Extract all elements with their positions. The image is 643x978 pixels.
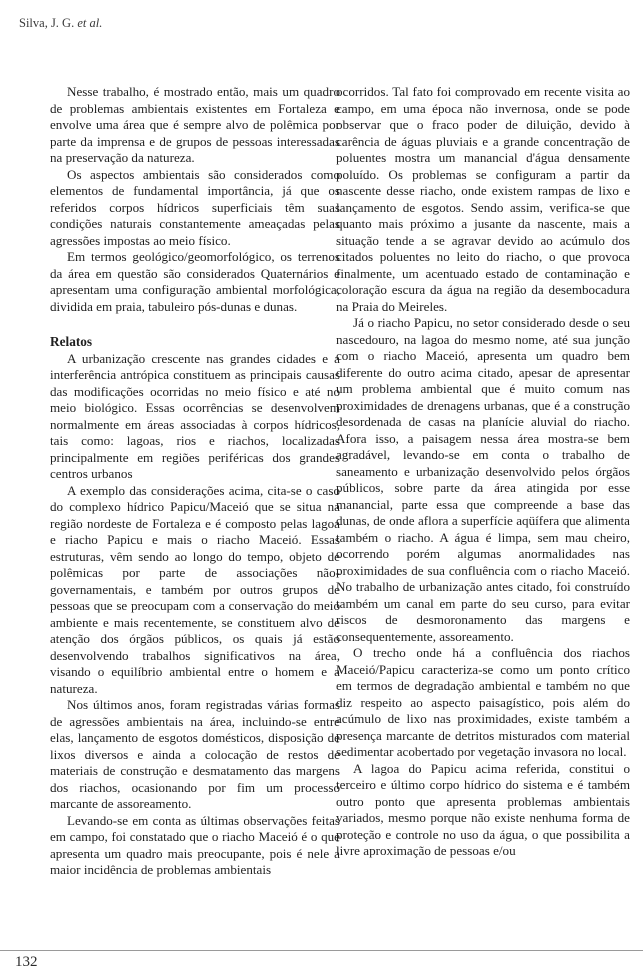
paragraph-right-2: O trecho onde há a confluência dos riachos Maceió/Papicu caracteriza-se como um ponto crítico em termos de degradação ambiental e também no que diz respeito ao aspecto paisagístico, pois além do acúmulo de lixo nas proximidades, existe também a presença marcante de detritos misturados com material sedimentar acobertado por vegetação invasora no local. [336, 645, 630, 759]
paragraph-intro-2: Os aspectos ambientais são considerados como elementos de fundamental importância, já que os referidos corpos hídricos superficiais têm suas condições naturais constantemente ameaçadas pelas agressões impostas ao meio físico. [50, 166, 340, 248]
paragraph-relatos-4: Levando-se em conta as últimas observações feitas em campo, foi constatado que o riacho Maceió é o que apresenta um quadro mais preocupante, pois é nele a maior incidência de problemas ambientais [50, 812, 340, 877]
paragraph-relatos-3: Nos últimos anos, foram registradas várias formas de agressões ambientais na área, incluindo-se entre elas, lançamento de esgotos domésticos, disposição de lixos diversos e ainda a colocação de restos de materiais de construção e desmatamento das margens dos riachos, ocasionando por fim um processo marcante de assoreamento. [50, 697, 340, 811]
paragraph-continued: ocorridos. Tal fato foi comprovado em recente visita ao campo, em uma época não invernosa, onde se pode observar que o fraco poder de diluição, devido à carência de águas pluviais e a grande concentração de poluentes mostra um manancial d'água densamente poluído. Os problemas se configuram a partir da nascente desse riacho, onde existem rampas de lixo e lançamento de esgotos. Sendo assim, verifica-se que quanto mais próximo a jusante da nascente, mais a situação tende a se agravar devido ao acúmulo dos citados poluentes no leito do riacho, o que provoca finalmente, um acentuado estado de contaminação e coloração escura da água na região da desembocadura na Praia do Meireles. [336, 84, 630, 314]
footer-rule [0, 950, 643, 951]
paragraph-intro-3: Em termos geológico/geomorfológico, os terrenos da área em questão são considerados Quaternários e apresentam uma configuração ambiental morfológica, dividida em praia, tabuleiro pós-dunas e dunas. [50, 249, 340, 314]
paragraph-relatos-2: A exemplo das considerações acima, cita-se o caso do complexo hídrico Papicu/Maceió que se situa na região nordeste de Fortaleza e é composto pelas lagoa e riacho Papicu e mais o riacho Maceió. Essas estruturas, vêm sendo ao longo do tempo, objeto de polêmicas por parte de associações não-governamentais, e também por outros grupos de pessoas que se preocupam com a conservação do meio ambiente e mais recentemente, se constituem alvo de atenção dos órgãos públicos, os quais já estão desenvolvendo trabalhos significativos na área, visando o equilíbrio ambiental entre o homem e a natureza. [50, 482, 340, 696]
header-etal: et al. [77, 16, 103, 30]
paragraph-relatos-1: A urbanização crescente nas grandes cidades e a interferência antrópica constituem as principais causas das modificações ocorridas no meio físico e até no meio biológico. Essas ocorrências se desenvolvem normalmente em áreas associadas à corpos hídricos, tais como: lagoas, rios e riachos, localizadas principalmente em regiões periféricas dos grandes centros urbanos [50, 350, 340, 481]
right-column [336, 84, 630, 860]
page-number: 132 [15, 954, 38, 970]
left-column [50, 84, 340, 879]
section-heading-relatos: Relatos [50, 334, 93, 349]
paragraph-right-1: Já o riacho Papicu, no setor considerado desde o seu nascedouro, na lagoa do mesmo nome, até sua junção com o riacho Maceió, apresenta um quadro bem diferente do outro acima citado, apesar de apresentar um problema ambiental que é muito comum nas proximidades de drenagens urbanas, que é a construção desordenada de casas na planície aluvial do riacho. Afora isso, a paisagem nessa área mostra-se bem agradável, levando-se em conta o trabalho de saneamento e urbanização desenvolvido pelos órgãos públicos, sobre parte da área atingida por esse manancial, parte essa que compreende a base das dunas, de onde aflora a superfície aqüífera que alimenta também o riacho. A água é limpa, sem mau cheiro, ocorrendo porém algumas anormalidades nas proximidades de sua confluência com o riacho Maceió. No trabalho de urbanização antes citado, foi construído também um canal em parte do seu curso, para evitar riscos de desmoronamento das margens e consequentemente, assoreamento. [336, 315, 630, 644]
paragraph-intro-1: Nesse trabalho, é mostrado então, mais um quadro de problemas ambientais existentes em Fortaleza e envolve uma área que é sempre alvo de polêmica por parte da imprensa e de grupos de pessoas interessadas na preservação da natureza. [50, 84, 340, 165]
header-author: Silva, J. G. [19, 16, 75, 30]
paragraph-right-3: A lagoa do Papicu acima referida, constitui o terceiro e último corpo hídrico do sistema e é também outro ponto que apresenta problemas ambientais variados, mesmo porque não existe nenhuma forma de proteção e controle no uso da água, o que possibilita a livre aproximação de pessoas e/ou [336, 760, 630, 858]
running-header [19, 16, 102, 31]
